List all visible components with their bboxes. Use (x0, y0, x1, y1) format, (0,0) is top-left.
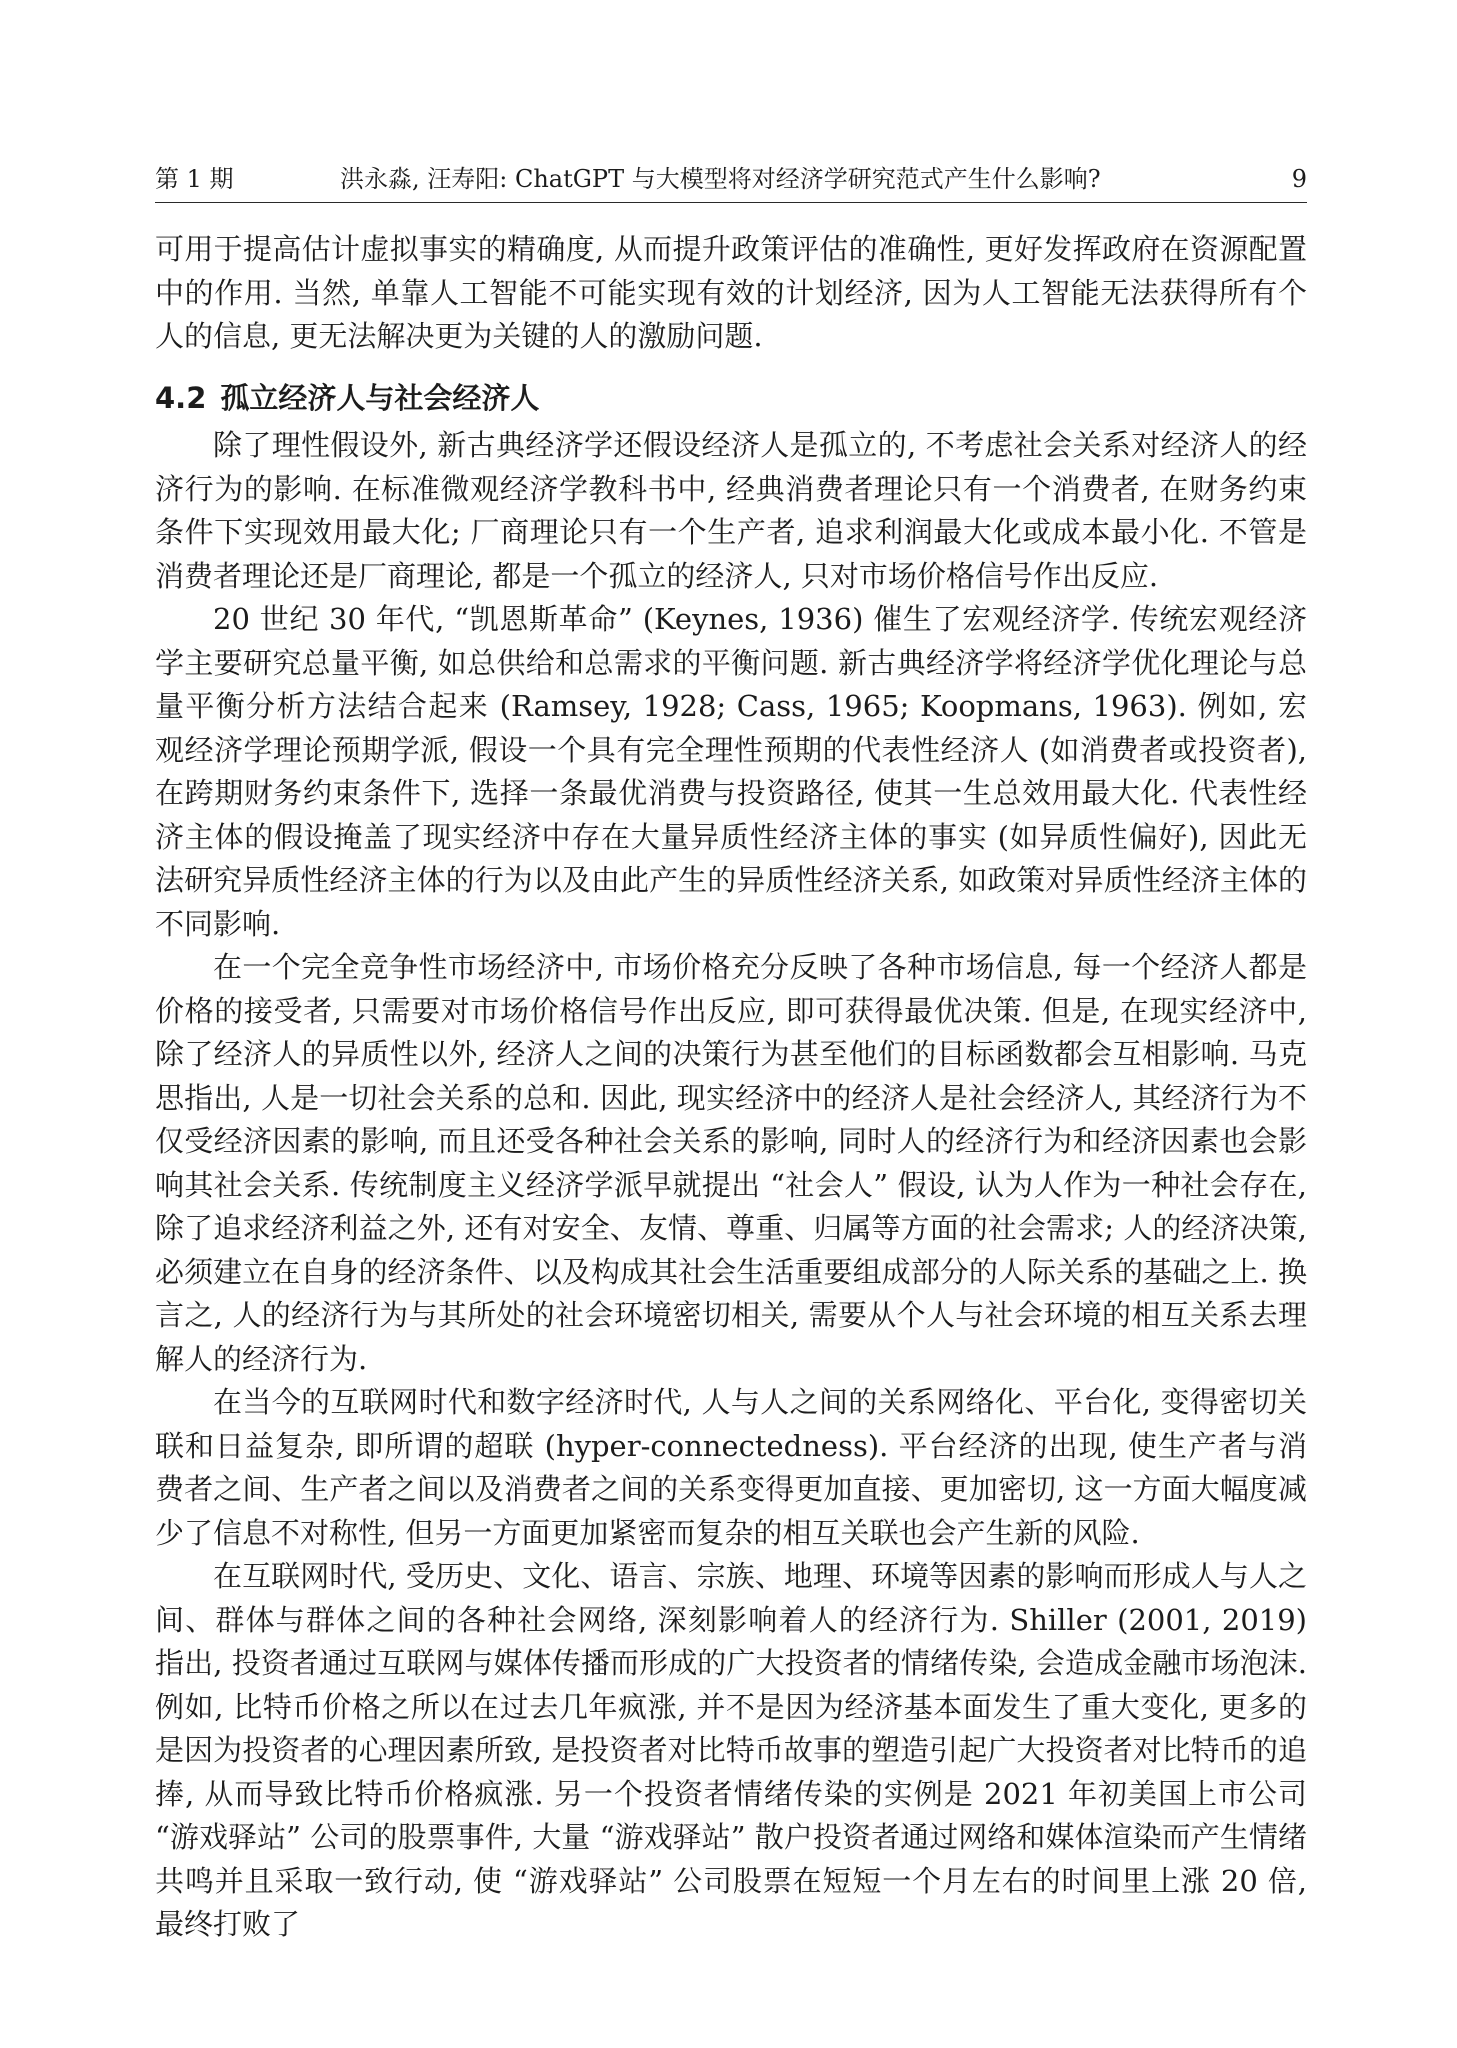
journal-issue: 第 1 期 (155, 165, 234, 193)
page-number: 9 (1291, 165, 1307, 193)
running-header (155, 162, 1307, 203)
paragraph: 除了理性假设外, 新古典经济学还假设经济人是孤立的, 不考虑社会关系对经济人的经济行为的影响. 在标准微观经济学教科书中, 经典消费者理论只有一个消费者, 在财务约束条件下实现效用最大化; 厂商理论只有一个生产者, 追求利润最大化或成本最小化. 不管是消费者理论还是厂商理论, 都是一个孤立的经济人, 只对市场价格信号作出反应. (155, 428, 1307, 593)
section-heading (155, 377, 1307, 421)
section-title: 孤立经济人与社会经济人 (220, 380, 540, 415)
article-body (155, 228, 1307, 1947)
paragraph: 在当今的互联网时代和数字经济时代, 人与人之间的关系网络化、平台化, 变得密切关联和日益复杂, 即所谓的超联 (hyper-connectedness). 平台经济的出现, 使生产者与消费者之间、生产者之间以及消费者之间的关系变得更加直接、更加密切, 这一方面大幅度减少了信息不对称性, 但另一方面更加紧密而复杂的相互关联也会产生新的风险. (155, 1385, 1307, 1550)
paragraph: 在一个完全竞争性市场经济中, 市场价格充分反映了各种市场信息, 每一个经济人都是价格的接受者, 只需要对市场价格信号作出反应, 即可获得最优决策. 但是, 在现实经济中, 除了经济人的异质性以外, 经济人之间的决策行为甚至他们的目标函数都会互相影响. 马克思指出, 人是一切社会关系的总和. 因此, 现实经济中的经济人是社会经济人, 其经济行为不仅受经济因素的影响, 而且还受各种社会关系的影响, 同时人的经济行为和经济因素也会影响其社会关系. 传统制度主义经济学派早就提出 “社会人” 假设, 认为人作为一种社会存在, 除了追求经济利益之外, 还有对安全、友情、尊重、归属等方面的社会需求; 人的经济决策, 必须建立在自身的经济条件、以及构成其社会生活重要组成部分的人际关系的基础之上. 换言之, 人的经济行为与其所处的社会环境密切相关, 需要从个人与社会环境的相互关系去理解人的经济行为. (155, 950, 1307, 1376)
paragraph: 20 世纪 30 年代, “凯恩斯革命” (Keynes, 1936) 催生了宏观经济学. 传统宏观经济学主要研究总量平衡, 如总供给和总需求的平衡问题. 新古典经济学将经济学优化理论与总量平衡分析方法结合起来 (Ramsey, 1928; Cass, 1965; Koopmans, 1963). 例如, 宏观经济学理论预期学派, 假设一个具有完全理性预期的代表性经济人 (如消费者或投资者), 在跨期财务约束条件下, 选择一条最优消费与投资路径, 使其一生总效用最大化. 代表性经济主体的假设掩盖了现实经济中存在大量异质性经济主体的事实 (如异质性偏好), 因此无法研究异质性经济主体的行为以及由此产生的异质性经济关系, 如政策对异质性经济主体的不同影响. (155, 602, 1307, 941)
paragraph: 在互联网时代, 受历史、文化、语言、宗族、地理、环境等因素的影响而形成人与人之间、群体与群体之间的各种社会网络, 深刻影响着人的经济行为. Shiller (2001, 2019) 指出, 投资者通过互联网与媒体传播而形成的广大投资者的情绪传染, 会造成金融市场泡沫. 例如, 比特币价格之所以在过去几年疯涨, 并不是因为经济基本面发生了重大变化, 更多的是因为投资者的心理因素所致, 是投资者对比特币故事的塑造引起广大投资者对比特币的追捧, 从而导致比特币价格疯涨. 另一个投资者情绪传染的实例是 2021 年初美国上市公司 “游戏驿站” 公司的股票事件, 大量 “游戏驿站” 散户投资者通过网络和媒体渲染而产生情绪共鸣并且采取一致行动, 使 “游戏驿站” 公司股票在短短一个月左右的时间里上涨 20 倍, 最终打败了 (155, 1559, 1307, 1941)
section-number: 4.2 (155, 380, 207, 415)
paragraph-continued: 可用于提高估计虚拟事实的精确度, 从而提升政策评估的准确性, 更好发挥政府在资源配置中的作用. 当然, 单靠人工智能不可能实现有效的计划经济, 因为人工智能无法获得所有个人的信息, 更无法解决更为关键的人的激励问题. (155, 232, 1307, 353)
running-title: 洪永淼, 汪寿阳: ChatGPT 与大模型将对经济学研究范式产生什么影响? (340, 165, 1101, 193)
